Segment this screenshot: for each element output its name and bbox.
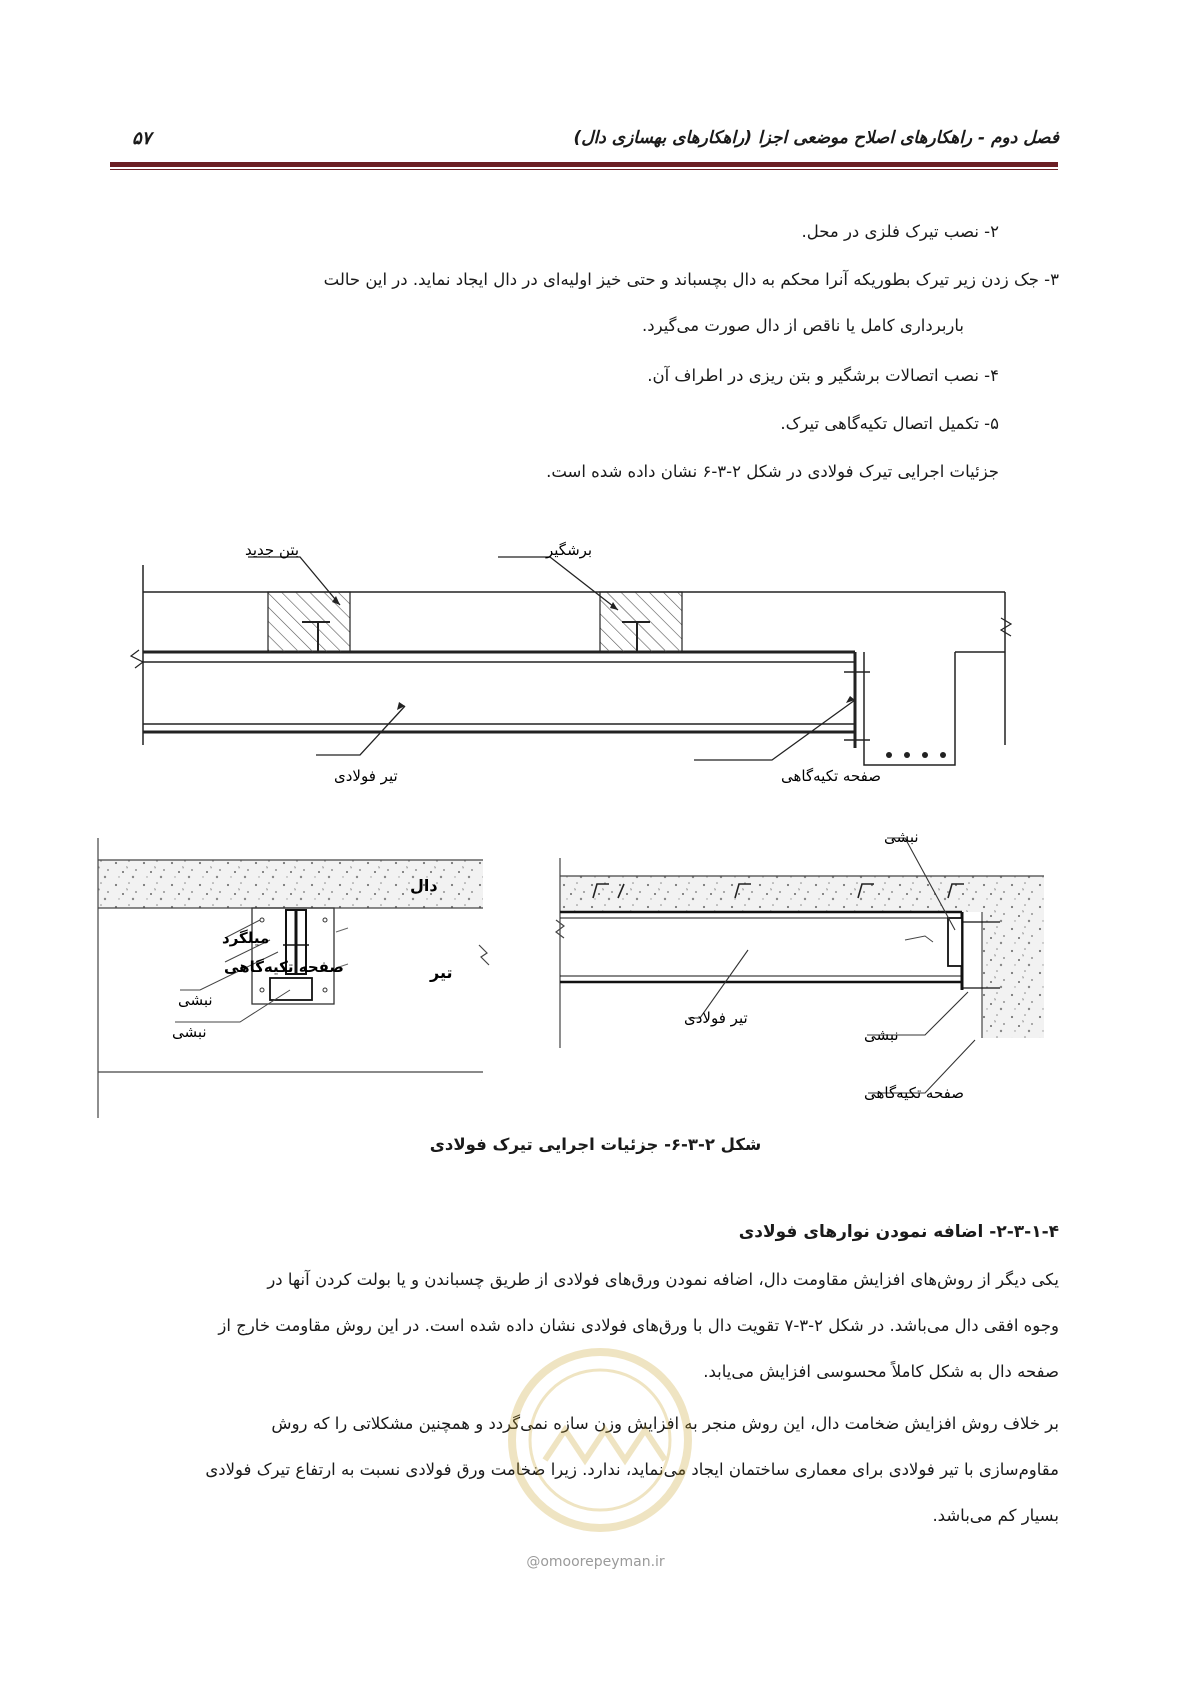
label-beam: تیر [430, 963, 453, 982]
label-angle-bottom-right: نبشی [864, 1026, 899, 1044]
label-bearing-plate-top: صفحه تکیه‌گاهی [781, 767, 881, 785]
top-elevation [131, 565, 1011, 765]
step-3-line1: ۳- جک زدن زیر تیرک بطوریکه آنرا محکم به دال بچسباند و حتی خیز اولیه‌ای در دال ایجاد نماید. در این حالت [323, 270, 1059, 289]
label-shear-connector: برشگیر [546, 541, 593, 559]
shear-connectors [302, 622, 650, 652]
page-number: ۵۷ [132, 128, 152, 149]
label-new-concrete: بتن جدید [245, 541, 300, 559]
label-bearing-plate-left: صفحه تکیه‌گاهی [224, 958, 344, 976]
intro-line: جزئیات اجرایی تیرک فولادی در شکل ۲-۳-۶ نشان داده شده است. [546, 462, 999, 481]
label-angle-left-1: نبشی [178, 991, 213, 1009]
watermark-url: @omoorepeyman.ir [526, 1554, 665, 1570]
rebar-dots [886, 752, 946, 758]
running-header-title: فصل دوم - راهکارهای اصلاح موضعی اجزا (راهکارهای بهسازی دال) [573, 128, 1059, 148]
paragraph-2-line-3: بسیار کم می‌باشد. [932, 1506, 1059, 1525]
paragraph-1-line-2: وجوه افقی دال می‌باشد. در شکل ۲-۳-۷ تقویت دال با ورق‌های فولادی نشان داده شده است. در این روش مقاومت خارج از [218, 1316, 1059, 1335]
paragraph-1-line-3: صفحه دال به شکل کاملاً محسوسی افزایش می‌یابد. [703, 1362, 1059, 1381]
step-2: ۲- نصب تیرک فلزی در محل. [801, 222, 999, 241]
label-steel-beam-top: تیر فولادی [334, 767, 398, 785]
paragraph-2-line-2: مقاوم‌سازی با تیر فولادی برای معماری ساختمان ایجاد می‌نماید، ندارد. زیرا ضخامت ورق فولادی نسبت به ارتفاع تیرک فولادی [205, 1460, 1059, 1479]
paragraph-1-line-1: یکی دیگر از روش‌های افزایش مقاومت دال، اضافه نمودن ورق‌های فولادی از طریق چسباندن و یا بولت کردن آنها در [267, 1270, 1059, 1289]
label-angle-left-2: نبشی [172, 1023, 207, 1041]
paragraph-2-line-1: بر خلاف روش افزایش ضخامت دال، این روش منجر به افزایش وزن سازه نمی‌گردد و همچنین مشکلاتی را که روش [271, 1414, 1059, 1433]
figure-caption: شکل ۲-۳-۶- جزئیات اجرایی تیرک فولادی [429, 1135, 762, 1154]
label-steel-beam-right: تیر فولادی [684, 1009, 748, 1027]
step-4: ۴- نصب اتصالات برشگیر و بتن ریزی در اطراف آن. [647, 366, 999, 385]
label-slab: دال [410, 876, 438, 895]
label-rebar: میلگرد [222, 929, 270, 947]
bottom-right-elevation [556, 858, 1044, 1048]
step-5: ۵- تکمیل اتصال تکیه‌گاهی تیرک. [780, 414, 999, 433]
label-bearing-plate-right: صفحه تکیه‌گاهی [864, 1084, 964, 1102]
top-leaders [248, 557, 855, 760]
label-angle-top-right: نبشی [884, 828, 919, 846]
step-3-line2: باربرداری کامل یا ناقص از دال صورت می‌گیرد. [642, 316, 964, 335]
section-heading: ۲-۳-۱-۴- اضافه نمودن نوارهای فولادی [738, 1222, 1059, 1242]
watermark-seal [505, 1340, 695, 1540]
